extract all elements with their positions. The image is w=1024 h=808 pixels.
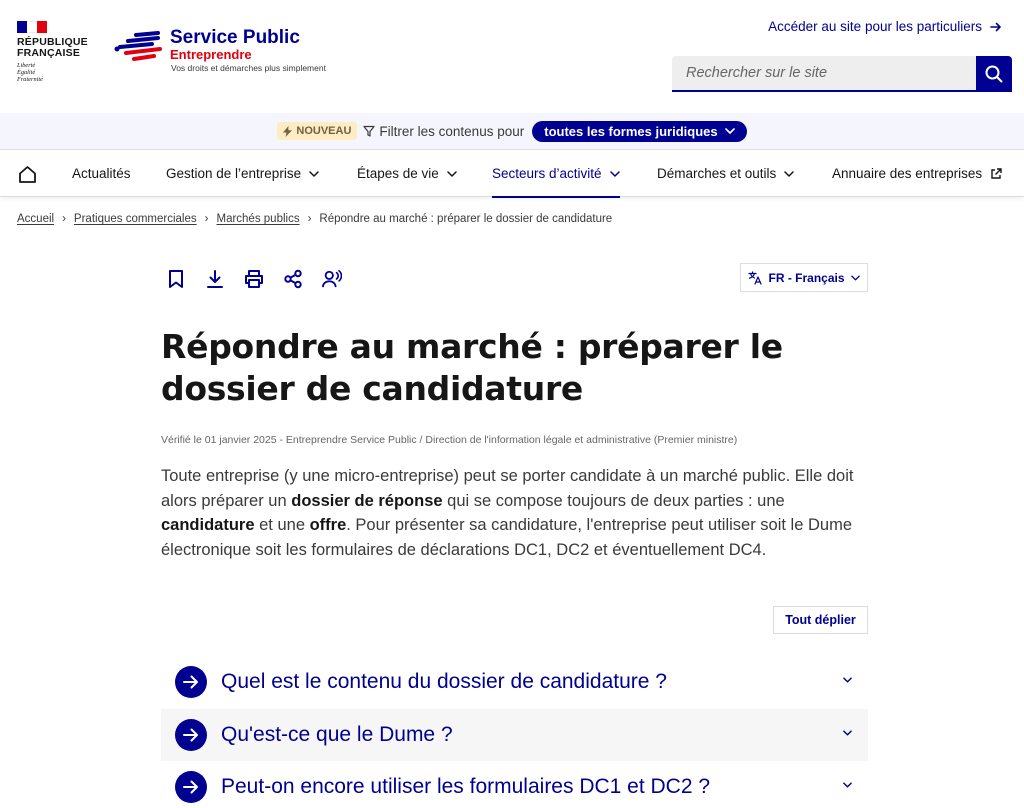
print-icon <box>244 269 264 289</box>
motto-egalite: Égalité <box>17 69 36 76</box>
chevron-down-icon <box>725 128 735 134</box>
nav-annuaire-entreprises[interactable] <box>832 150 1002 197</box>
breadcrumb-separator-icon: › <box>204 213 209 225</box>
nav-actualites-label: Actualités <box>72 166 131 181</box>
download-icon <box>206 269 224 289</box>
chevron-down-icon <box>843 677 852 683</box>
breadcrumb-separator-icon: › <box>62 213 66 225</box>
nav-etapes-de-vie[interactable] <box>357 150 457 197</box>
motto-fraternite: Fraternité <box>17 76 43 83</box>
nav-secteurs-label: Secteurs d’activité <box>492 166 602 181</box>
service-public-logo[interactable] <box>114 27 344 77</box>
bookmark-button[interactable] <box>166 268 186 290</box>
translate-icon <box>748 271 762 285</box>
intro-bold-candidature: candidature <box>161 516 255 534</box>
accordion-label: Qu'est-ce que le Dume ? <box>221 723 453 746</box>
nav-gestion-entreprise[interactable] <box>166 150 319 197</box>
nav-actualites[interactable] <box>72 150 131 197</box>
intro-bold-offre: offre <box>309 516 347 534</box>
intro-paragraph <box>161 464 871 562</box>
breadcrumb-pratiques-commerciales[interactable]: Pratiques commerciales <box>73 213 197 225</box>
accordion-label: Quel est le contenu du dossier de candidature ? <box>221 670 667 693</box>
chevron-down-icon <box>843 730 852 736</box>
breadcrumb-separator-icon: › <box>307 213 312 225</box>
filter-label-text: Filtrer les contenus pour <box>379 123 525 139</box>
intro-text-3: et une <box>254 516 310 534</box>
print-button[interactable] <box>244 268 264 290</box>
chevron-down-icon <box>610 171 620 177</box>
lightning-icon <box>283 126 292 137</box>
breadcrumb-current-page: Répondre au marché : préparer le dossier de candidature <box>319 213 613 225</box>
motto-liberte: Liberté <box>17 62 36 69</box>
new-badge-label: NOUVEAU <box>296 125 352 137</box>
language-selector[interactable] <box>740 263 868 292</box>
legal-form-filter-button[interactable] <box>532 121 746 142</box>
particuliers-link[interactable] <box>768 19 1002 34</box>
expand-all-button[interactable]: Tout déplier <box>773 606 868 634</box>
page-tools <box>166 268 342 290</box>
nav-secteurs-activite[interactable] <box>492 150 620 197</box>
filter-icon <box>363 125 375 137</box>
breadcrumb <box>17 213 612 225</box>
breadcrumb-accueil[interactable]: Accueil <box>17 213 55 225</box>
external-link-icon <box>990 168 1002 180</box>
marianne-flag-icon <box>17 21 47 33</box>
nav-gestion-label: Gestion de l’entreprise <box>166 166 302 181</box>
chevron-down-icon <box>447 171 457 177</box>
new-badge <box>277 122 357 140</box>
republique-line-1: RÉPUBLIQUE <box>17 36 88 48</box>
verified-date: Vérifié le 01 janvier 2025 - Entreprendre Service Public / Direction de l'information légale et administrative (Premier ministre) <box>161 434 738 446</box>
share-button[interactable] <box>283 268 303 290</box>
service-public-mark-icon <box>114 31 162 63</box>
intro-bold-dossier: dossier de réponse <box>291 491 443 510</box>
accordion-label: Peut-on encore utiliser les formulaires DC1 et DC2 ? <box>221 775 711 798</box>
bookmark-icon <box>168 269 184 289</box>
page-title: Répondre au marché : préparer le dossier de candidature <box>161 327 783 408</box>
search-button[interactable] <box>976 56 1012 92</box>
chevron-down-icon <box>309 171 319 177</box>
arrow-right-circle-icon <box>175 666 207 698</box>
nav-demarches-label: Démarches et outils <box>657 166 777 181</box>
arrow-right-icon <box>990 21 1002 33</box>
nav-home[interactable] <box>18 150 37 197</box>
brand-tagline: Vos droits et démarches plus simplement <box>171 63 326 73</box>
search-input[interactable] <box>672 56 976 92</box>
chevron-down-icon <box>851 275 860 281</box>
arrow-right-circle-icon <box>175 719 207 751</box>
breadcrumb-marches-publics[interactable]: Marchés publics <box>216 213 300 225</box>
nav-demarches-outils[interactable] <box>657 150 794 197</box>
chevron-down-icon <box>784 171 794 177</box>
filter-bar <box>0 113 1024 149</box>
chevron-down-icon <box>843 782 852 788</box>
republique-francaise-logo[interactable] <box>17 21 91 83</box>
nav-etapes-label: Étapes de vie <box>357 166 439 181</box>
republique-line-2: FRANÇAISE <box>17 47 81 59</box>
download-button[interactable] <box>205 268 225 290</box>
search-bar <box>672 56 1012 92</box>
intro-text-1: Toute entreprise (y une micro-entreprise) peut se porter candidate à un marché public. Elle doit alors préparer un <box>161 467 854 510</box>
accordion-formulaires-dc1-dc2[interactable] <box>161 761 868 808</box>
filter-label <box>363 124 524 139</box>
legal-form-filter-value: toutes les formes juridiques <box>544 123 718 139</box>
particuliers-link-label: Accéder au site pour les particuliers <box>768 19 982 34</box>
accordion-contenu-dossier[interactable] <box>161 656 868 708</box>
share-icon <box>283 269 303 289</box>
language-label: FR - Français <box>768 270 845 285</box>
main-navigation <box>0 149 1024 197</box>
site-header <box>0 0 1024 113</box>
text-to-speech-icon <box>322 269 342 289</box>
accordion-dume[interactable] <box>161 709 868 761</box>
intro-text-4: . Pour présenter sa candidature, l'entreprise peut utiliser soit le Dume électronique soit les formulaires de déclarations DC1, DC2 et éventuellement DC4. <box>161 516 852 559</box>
arrow-right-circle-icon <box>175 771 207 803</box>
search-icon <box>985 65 1003 83</box>
brand-subtitle: Entreprendre <box>170 47 252 62</box>
intro-text-2: qui se compose toujours de deux parties : une <box>442 491 785 510</box>
listen-button[interactable] <box>322 268 342 290</box>
brand-title: Service Public <box>170 27 300 48</box>
nav-annuaire-label: Annuaire des entreprises <box>832 166 983 181</box>
home-icon <box>18 165 37 183</box>
